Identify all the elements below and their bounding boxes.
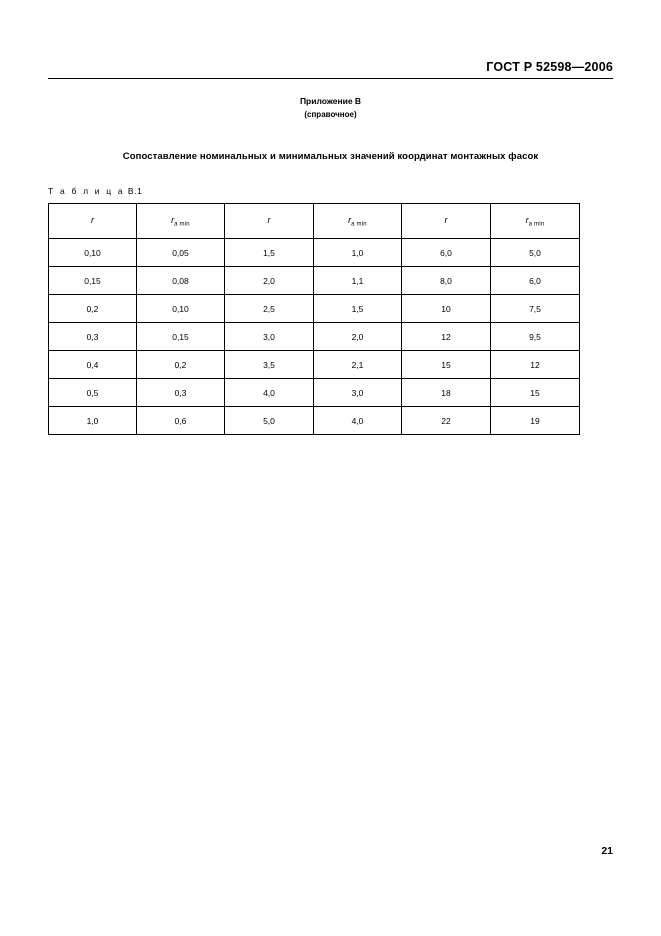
table-cell: 15 bbox=[402, 351, 491, 379]
table-cell: 6,0 bbox=[491, 267, 580, 295]
table-cell: 0,3 bbox=[49, 323, 137, 351]
table-cell: 1,0 bbox=[49, 407, 137, 435]
table-cell: 12 bbox=[402, 323, 491, 351]
table-cell: 0,3 bbox=[137, 379, 225, 407]
comparison-table bbox=[48, 203, 580, 435]
table-cell: 18 bbox=[402, 379, 491, 407]
table-cell: 3,5 bbox=[225, 351, 314, 379]
table-cell: 9,5 bbox=[491, 323, 580, 351]
table-row bbox=[49, 407, 580, 435]
standard-number-header: ГОСТ Р 52598—2006 bbox=[486, 60, 613, 74]
table-row bbox=[49, 351, 580, 379]
table-header-cell bbox=[137, 204, 225, 239]
header-divider bbox=[48, 78, 613, 79]
table-cell: 0,2 bbox=[49, 295, 137, 323]
table-cell: 0,15 bbox=[49, 267, 137, 295]
appendix-title: Приложение В bbox=[299, 96, 362, 106]
header-symbol: r bbox=[267, 214, 271, 225]
table-cell: 0,10 bbox=[49, 239, 137, 267]
table-row bbox=[49, 323, 580, 351]
section-title: Сопоставление номинальных и минимальных значений координат монтажных фасок bbox=[122, 151, 539, 162]
table-cell: 4,0 bbox=[314, 407, 402, 435]
header-symbol: r bbox=[91, 214, 94, 225]
table-caption bbox=[48, 186, 142, 196]
table-cell: 1,0 bbox=[314, 239, 402, 267]
table-cell: 3,0 bbox=[225, 323, 314, 351]
table-header-cell bbox=[402, 204, 491, 239]
table-cell: 0,6 bbox=[137, 407, 225, 435]
table-cell: 12 bbox=[491, 351, 580, 379]
table-cell: 2,5 bbox=[225, 295, 314, 323]
table-cell: 1,5 bbox=[225, 239, 314, 267]
table-cell: 4,0 bbox=[225, 379, 314, 407]
table-cell: 6,0 bbox=[402, 239, 491, 267]
table-cell: 1,5 bbox=[314, 295, 402, 323]
table-cell: 8,0 bbox=[402, 267, 491, 295]
table-cell: 0,15 bbox=[137, 323, 225, 351]
table-header-row bbox=[49, 204, 580, 239]
table-cell: 22 bbox=[402, 407, 491, 435]
table-cell: 0,4 bbox=[49, 351, 137, 379]
appendix-subtitle: (справочное) bbox=[304, 110, 357, 119]
table-cell: 0,05 bbox=[137, 239, 225, 267]
table-cell: 10 bbox=[402, 295, 491, 323]
table-cell: 1,1 bbox=[314, 267, 402, 295]
header-symbol: r bbox=[525, 214, 529, 225]
appendix-heading bbox=[0, 94, 661, 122]
table-header-cell bbox=[225, 204, 314, 239]
table-cell: 19 bbox=[491, 407, 580, 435]
table-caption-number: В.1 bbox=[127, 186, 143, 196]
header-symbol: r bbox=[348, 214, 352, 225]
table-cell: 7,5 bbox=[491, 295, 580, 323]
header-symbol: r bbox=[171, 214, 175, 225]
table-caption-word: Т а б л и ц а bbox=[48, 186, 125, 196]
table-row bbox=[49, 267, 580, 295]
table-cell: 5,0 bbox=[225, 407, 314, 435]
table-cell: 0,10 bbox=[137, 295, 225, 323]
table-cell: 0,5 bbox=[49, 379, 137, 407]
header-subscript: a min bbox=[528, 221, 545, 228]
header-subscript: a min bbox=[351, 221, 367, 228]
table-header-cell bbox=[491, 204, 580, 239]
table-cell: 0,2 bbox=[137, 351, 225, 379]
page-number: 21 bbox=[601, 845, 613, 857]
table-cell: 3,0 bbox=[314, 379, 402, 407]
table-cell: 2,0 bbox=[225, 267, 314, 295]
table-cell: 2,0 bbox=[314, 323, 402, 351]
table-row bbox=[49, 239, 580, 267]
table-row bbox=[49, 379, 580, 407]
table-header-cell bbox=[314, 204, 402, 239]
header-subscript: a min bbox=[174, 221, 190, 228]
table-cell: 5,0 bbox=[491, 239, 580, 267]
header-symbol: r bbox=[444, 214, 448, 225]
table-header-cell bbox=[49, 204, 137, 239]
table-cell: 0,08 bbox=[137, 267, 225, 295]
table-row bbox=[49, 295, 580, 323]
table-cell: 2,1 bbox=[314, 351, 402, 379]
table-cell: 15 bbox=[491, 379, 580, 407]
